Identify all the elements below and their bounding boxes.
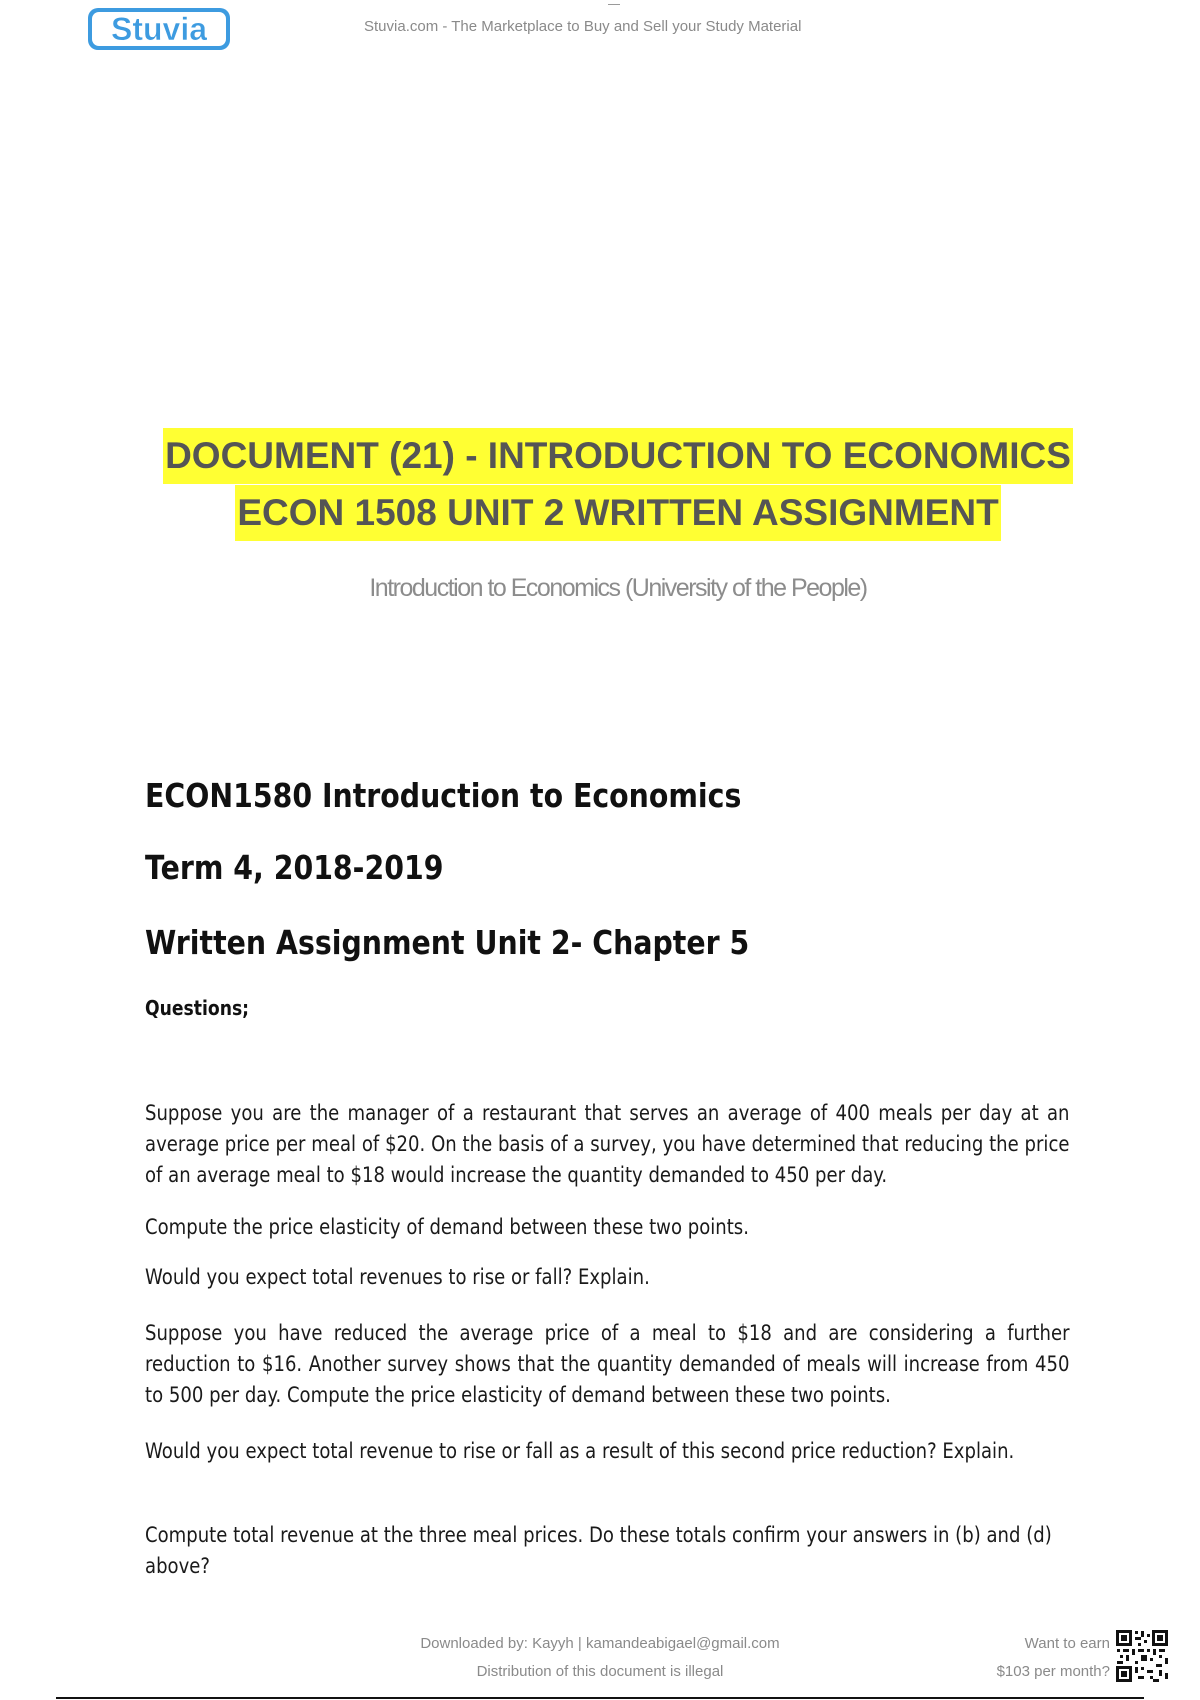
page-bottom-border [56, 1697, 1144, 1699]
question-paragraph: Suppose you have reduced the average price of a meal to $18 and are considering a further reduction to $16. Another survey shows that the quantity demanded of meals will increase from 450 to 500 per day. Compute the price elasticity of demand between these two points. [145, 1321, 1070, 1407]
downloaded-by-text: Downloaded by: Kayyh | kamandeabigael@gmail.com [420, 1635, 780, 1652]
earn-promo[interactable] [960, 1630, 1110, 1686]
questions-label: Questions; [145, 996, 250, 1020]
header-divider [608, 4, 620, 5]
stuvia-logo[interactable] [86, 4, 232, 54]
question-paragraph: Compute total revenue at the three meal prices. Do these totals confirm your answers in (b) and (d) above? [145, 1523, 1052, 1578]
header-tagline: Stuvia.com - The Marketplace to Buy and Sell your Study Material [364, 18, 802, 35]
question-paragraph: Would you expect total revenue to rise or fall as a result of this second price reduction? Explain. [145, 1439, 1015, 1463]
document-subtitle: Introduction to Economics (University of the People) [369, 574, 867, 602]
term-heading: Term 4, 2018-2019 [145, 848, 444, 887]
promo-line-1: Want to earn [1024, 1635, 1110, 1652]
svg-text:Stuvia: Stuvia [110, 11, 208, 47]
question-paragraph: Suppose you are the manager of a restaurant that serves an average of 400 meals per day at an average price per meal of $20. On the basis of a survey, you have determined that reducing the price of an average meal to $18 would increase the quantity demanded to 450 per day. [145, 1101, 1070, 1187]
title-line-1: DOCUMENT (21) - INTRODUCTION TO ECONOMICS [163, 428, 1073, 484]
qr-code-icon[interactable] [1114, 1628, 1170, 1684]
document-title [0, 428, 1200, 542]
assignment-heading: Written Assignment Unit 2- Chapter 5 [145, 923, 750, 962]
course-heading: ECON1580 Introduction to Economics [145, 776, 742, 815]
question-paragraph: Would you expect total revenues to rise or fall? Explain. [145, 1265, 650, 1289]
promo-line-2: $103 per month? [996, 1663, 1110, 1680]
question-paragraph: Compute the price elasticity of demand between these two points. [145, 1215, 749, 1239]
title-line-2: ECON 1508 UNIT 2 WRITTEN ASSIGNMENT [235, 485, 1000, 541]
distribution-notice: Distribution of this document is illegal [476, 1663, 724, 1680]
